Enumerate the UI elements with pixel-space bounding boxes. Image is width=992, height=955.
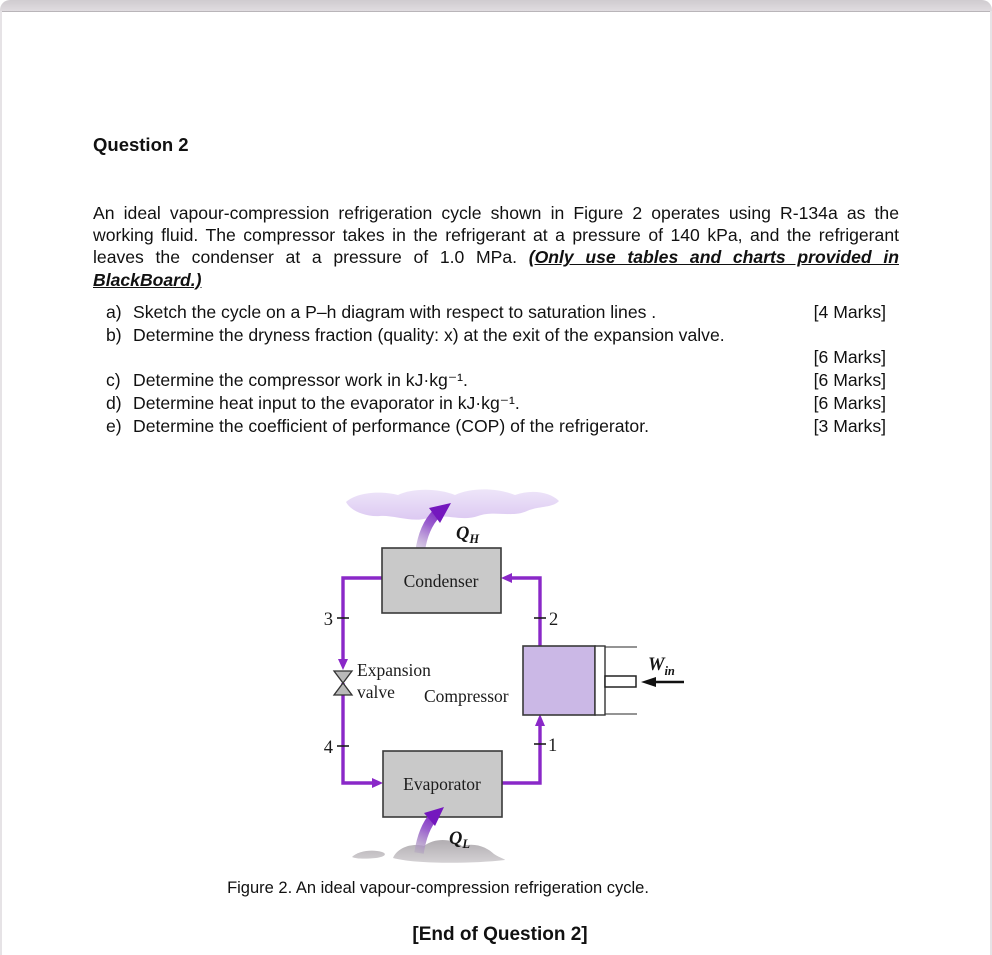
ql-label: $Q_L$ xyxy=(449,829,471,851)
question-title: Question 2 xyxy=(93,134,189,155)
work-in-arrowhead-icon xyxy=(641,677,656,687)
item-marks xyxy=(874,324,886,347)
piston-housing xyxy=(595,646,605,715)
item-marks: [4 Marks] xyxy=(813,302,886,322)
item-text: Sketch the cycle on a P–h diagram with respect to saturation lines . xyxy=(133,302,657,322)
expansion-valve-label-line2: valve xyxy=(357,682,395,702)
state-point-1: 1 xyxy=(548,736,558,756)
state-point-3: 3 xyxy=(323,610,333,630)
window-top-edge xyxy=(0,0,992,12)
item-text: Determine the coefficient of performance (COP) of the refrigerator. xyxy=(133,415,649,436)
item-text: Determine heat input to the evaporator in kJ·kg⁻¹. xyxy=(133,392,520,413)
item-letter: e) xyxy=(106,415,122,436)
list-item xyxy=(106,369,886,392)
warm-environment-cloud-icon xyxy=(346,489,559,519)
pipe-evaporator-to-compressor xyxy=(502,720,540,783)
pipe-arrowhead-into-valve xyxy=(338,659,348,670)
page-left-edge xyxy=(0,11,2,955)
item-letter xyxy=(106,346,133,369)
pipe-arrowhead-into-evaporator xyxy=(372,778,383,788)
question-intro xyxy=(93,202,899,292)
item-marks: [6 Marks] xyxy=(813,347,886,368)
item-marks: [3 Marks] xyxy=(813,415,886,436)
item-marks: [6 Marks] xyxy=(813,392,886,413)
pipe-arrowhead-into-condenser xyxy=(501,573,512,583)
item-letter: a) xyxy=(106,302,122,322)
intro-emphasis-text: (Only use tables and charts provided in BlackBoard.) xyxy=(93,247,899,290)
compressor-label: Compressor xyxy=(424,686,509,706)
list-item xyxy=(106,301,886,324)
item-marks: [6 Marks] xyxy=(813,370,886,391)
pipe-compressor-to-condenser xyxy=(506,578,540,646)
piston-rod-icon xyxy=(605,676,636,687)
end-of-question-footer: [End of Question 2] xyxy=(412,924,588,945)
pipe-condenser-to-valve xyxy=(343,578,382,663)
qh-label: $Q_H$ xyxy=(456,524,480,546)
state-point-2: 2 xyxy=(549,610,559,630)
intro-text: An ideal vapour-compression refrigeration cycle shown in Figure 2 operates using R-134a as the working fluid. The compressor takes in the refrigerant at a pressure of 140 kPa, and the refrigerant leaves the condenser at a pressure of 1.0 MPa. xyxy=(93,202,899,268)
list-item xyxy=(106,415,886,438)
cold-environment-cloud-icon xyxy=(352,851,385,859)
item-text: Determine the dryness fraction (quality: x) at the exit of the expansion valve. xyxy=(133,324,725,345)
condenser-label: Condenser xyxy=(403,571,479,591)
list-item xyxy=(106,346,886,369)
list-item xyxy=(106,392,886,415)
compressor-box xyxy=(523,646,595,715)
evaporator-label: Evaporator xyxy=(403,774,481,794)
refrigeration-cycle-figure xyxy=(250,480,760,880)
expansion-valve-icon xyxy=(334,671,352,683)
expansion-valve-label-line1: Expansion xyxy=(357,660,431,680)
item-text: Determine the compressor work in kJ·kg⁻¹. xyxy=(133,370,468,391)
list-item xyxy=(106,324,886,347)
item-letter: d) xyxy=(106,392,122,413)
question-parts-list xyxy=(106,301,886,437)
expansion-valve-icon xyxy=(334,683,352,695)
win-label: $W_{in}$ xyxy=(648,655,675,678)
item-letter: c) xyxy=(106,370,121,391)
state-point-4: 4 xyxy=(323,738,333,758)
item-letter: b) xyxy=(106,324,122,345)
figure-caption: Figure 2. An ideal vapour-compression refrigeration cycle. xyxy=(227,879,649,897)
